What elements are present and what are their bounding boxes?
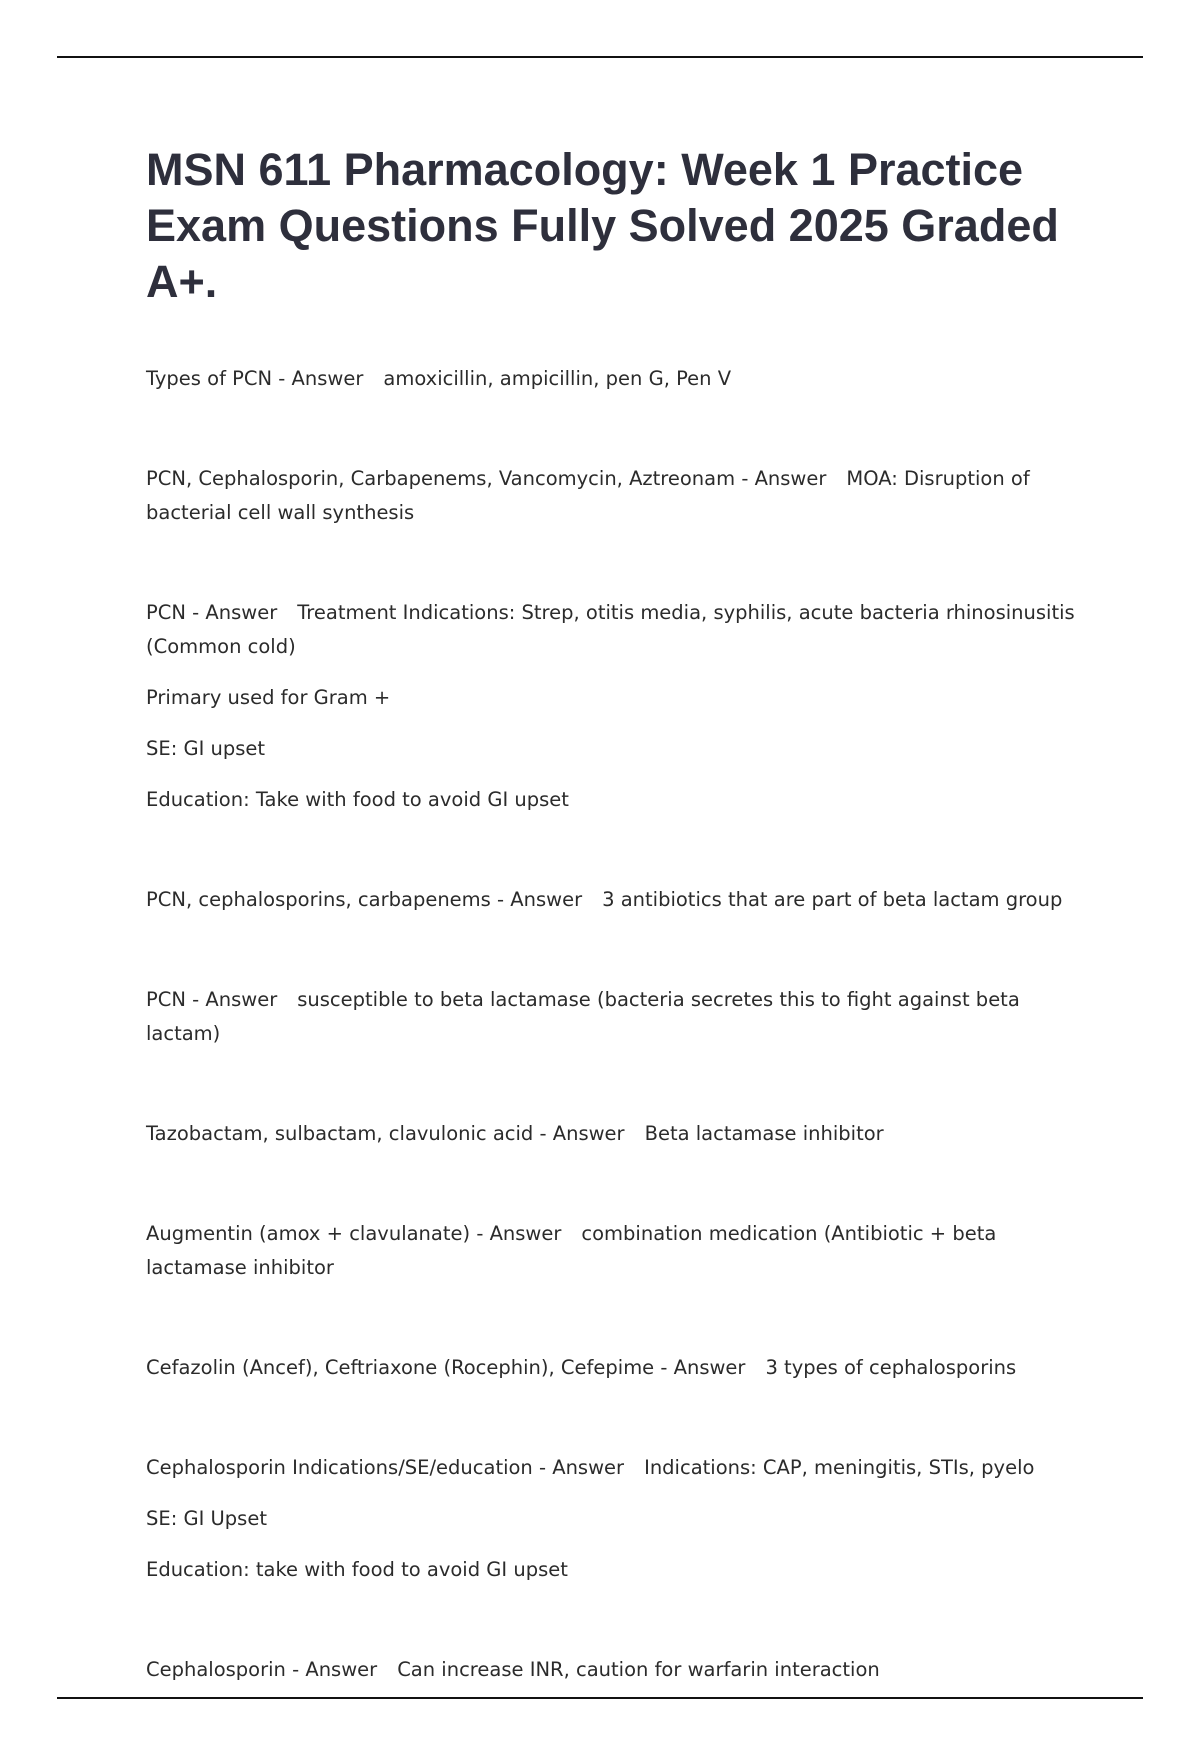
answer-label: Answer xyxy=(205,601,278,624)
qa-item xyxy=(146,1653,1086,1687)
answer-label: Answer xyxy=(305,1658,378,1681)
qa-line xyxy=(146,1117,1086,1151)
qa-item xyxy=(146,596,1086,817)
qa-answer: 3 types of cephalosporins xyxy=(765,1356,1017,1379)
answer-label: Answer xyxy=(489,1222,562,1245)
qa-separator: - xyxy=(533,1122,553,1145)
qa-answer: Treatment Indications: Strep, otitis media, syphilis, acute bacteria rhinosinusitis (Common cold) xyxy=(146,601,1075,658)
qa-answer: MOA: Disruption of bacterial cell wall synthesis xyxy=(146,467,1030,524)
qa-term: PCN, Cephalosporin, Carbapenems, Vancomycin, Aztreonam xyxy=(146,467,736,490)
qa-line xyxy=(146,1653,1086,1687)
qa-answer: Beta lactamase inhibitor xyxy=(644,1122,884,1145)
answer-label: Answer xyxy=(510,888,583,911)
qa-line xyxy=(146,596,1086,664)
qa-answer: amoxicillin, ampicillin, pen G, Pen V xyxy=(383,367,732,390)
qa-item xyxy=(146,1217,1086,1285)
qa-item xyxy=(146,362,1086,396)
qa-item xyxy=(146,1451,1086,1587)
qa-item xyxy=(146,883,1086,917)
qa-answer: Can increase INR, caution for warfarin interaction xyxy=(397,1658,880,1681)
qa-separator: - xyxy=(185,601,206,624)
document-title: MSN 611 Pharmacology: Week 1 Practice Exam Questions Fully Solved 2025 Graded A+. xyxy=(146,144,1059,307)
qa-item xyxy=(146,983,1086,1051)
qa-line xyxy=(146,462,1086,530)
answer-label: Answer xyxy=(552,1122,625,1145)
qa-extra-line: SE: GI upset xyxy=(146,737,266,760)
qa-term: Tazobactam, sulbactam, clavulonic acid xyxy=(146,1122,534,1145)
qa-answer: susceptible to beta lactamase (bacteria secretes this to fight against beta lactam) xyxy=(146,988,1020,1045)
qa-extra-line: SE: GI Upset xyxy=(146,1507,267,1530)
qa-extra-line: Education: Take with food to avoid GI upset xyxy=(146,788,569,811)
qa-term: Types of PCN xyxy=(146,367,273,390)
qa-line xyxy=(146,1351,1086,1385)
answer-label: Answer xyxy=(552,1456,625,1479)
answer-label: Answer xyxy=(291,367,364,390)
qa-term: PCN, cephalosporins, carbapenems xyxy=(146,888,491,911)
qa-item xyxy=(146,462,1086,530)
bottom-divider xyxy=(57,1697,1143,1699)
qa-line xyxy=(146,983,1086,1051)
qa-term: Cephalosporin xyxy=(146,1658,286,1681)
qa-separator: - xyxy=(735,467,755,490)
qa-answer: Indications: CAP, meningitis, STIs, pyelo xyxy=(644,1456,1035,1479)
qa-term: Cefazolin (Ancef), Ceftriaxone (Rocephin), Cefepime xyxy=(146,1356,655,1379)
qa-line xyxy=(146,1451,1086,1485)
qa-list xyxy=(146,362,1086,1753)
qa-answer: combination medication (Antibiotic + beta lactamase inhibitor xyxy=(146,1222,997,1279)
qa-term: Cephalosporin Indications/SE/education xyxy=(146,1456,533,1479)
qa-term: PCN xyxy=(146,601,186,624)
qa-term: Augmentin (amox + clavulanate) xyxy=(146,1222,471,1245)
qa-extra-line: Primary used for Gram + xyxy=(146,686,391,709)
qa-item xyxy=(146,1351,1086,1385)
qa-line xyxy=(146,1217,1086,1285)
qa-separator: - xyxy=(272,367,292,390)
qa-line xyxy=(146,362,1086,396)
qa-term: PCN xyxy=(146,988,186,1011)
qa-separator: - xyxy=(285,1658,306,1681)
qa-separator: - xyxy=(470,1222,490,1245)
answer-label: Answer xyxy=(673,1356,746,1379)
answer-label: Answer xyxy=(205,988,278,1011)
qa-separator: - xyxy=(654,1356,674,1379)
qa-answer: 3 antibiotics that are part of beta lactam group xyxy=(602,888,1063,911)
qa-separator: - xyxy=(490,888,511,911)
qa-separator: - xyxy=(185,988,206,1011)
qa-separator: - xyxy=(532,1456,553,1479)
qa-extra-line: Education: take with food to avoid GI upset xyxy=(146,1558,568,1581)
answer-label: Answer xyxy=(754,467,827,490)
qa-line xyxy=(146,883,1086,917)
top-divider xyxy=(57,56,1143,58)
qa-item xyxy=(146,1117,1086,1151)
